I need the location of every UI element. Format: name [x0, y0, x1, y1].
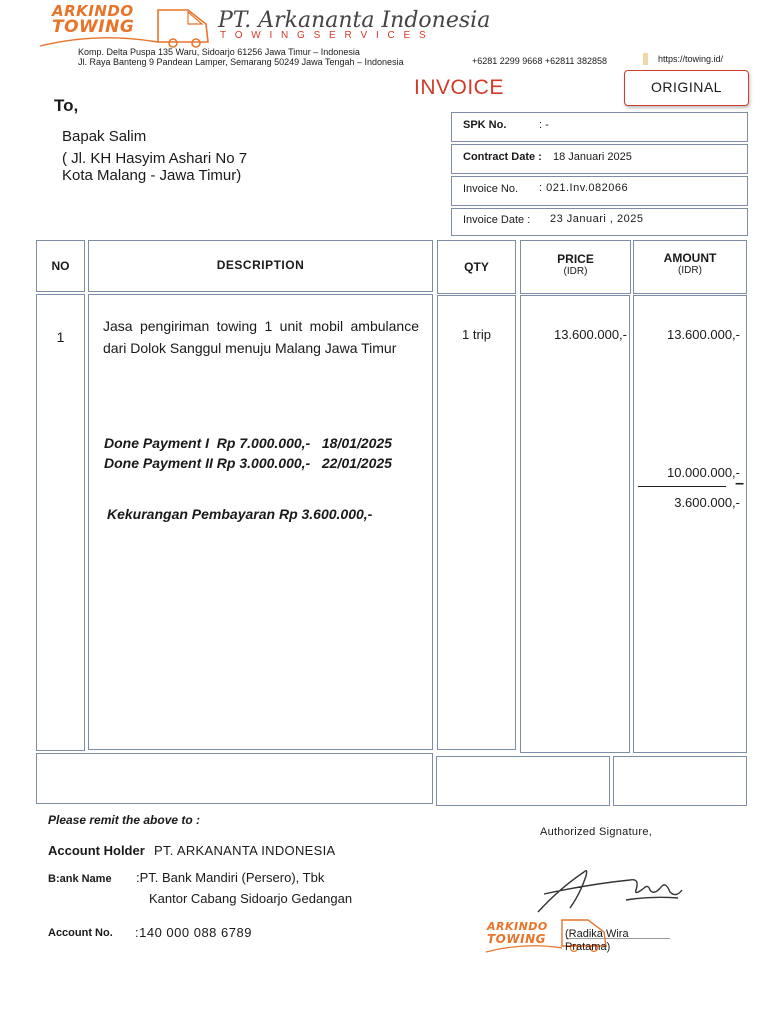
table-row-price-cell: [520, 295, 630, 753]
address-line-1: Komp. Delta Puspa 135 Waru, Sidoarjo 61256 Jawa Timur – Indonesia: [78, 47, 360, 57]
spk-value: : -: [539, 119, 549, 131]
header-price-unit: (IDR): [563, 266, 588, 277]
invoice-title: INVOICE: [414, 76, 504, 99]
table-row-description-cell: [88, 294, 433, 750]
invoice-no-label: Invoice No.: [463, 183, 519, 195]
separator-mark: [643, 53, 648, 65]
balance-amount: 3.600.000,-: [674, 495, 740, 510]
row-price: 13.600.000,-: [553, 327, 627, 342]
contract-date-label: Contract Date :: [463, 151, 542, 163]
table-row-amount-cell: [633, 295, 747, 753]
spk-box: [451, 112, 748, 142]
subtraction-line: [638, 486, 726, 487]
to-label: To,: [54, 96, 79, 115]
bank-name-value-2: Kantor Cabang Sidoarjo Gedangan: [149, 891, 353, 906]
header-no-cell: [36, 240, 85, 292]
total-label-cell: [36, 753, 433, 804]
address-line-2: Jl. Raya Banteng 9 Pandean Lamper, Semarang 50249 Jawa Tengah – Indonesia: [78, 57, 404, 67]
header-description-cell: [88, 240, 433, 292]
total-middle-cell: [436, 756, 610, 806]
row-qty: 1 trip: [462, 327, 491, 342]
row-no: 1: [56, 329, 65, 345]
company-tagline: T O W I N G S E R V I C E S: [220, 30, 429, 41]
total-amount-cell: [613, 756, 747, 806]
account-holder-label: Account Holder: [48, 843, 145, 858]
row-description: Jasa pengiriman towing 1 unit mobil ambulance dari Dolok Sanggul menuju Malang Jawa Timur: [103, 318, 419, 356]
account-holder-value: PT. ARKANANTA INDONESIA: [154, 843, 336, 858]
company-website: https://towing.id/: [658, 54, 724, 64]
remaining-payment: Kekurangan Pembayaran Rp 3.600.000,-: [107, 506, 373, 522]
invoice-no-box: [451, 176, 748, 206]
spk-label: SPK No.: [463, 119, 507, 131]
header-price: PRICE: [557, 252, 594, 266]
account-no-label: Account No.: [48, 927, 113, 939]
recipient-name: Bapak Salim: [62, 128, 147, 145]
original-stamp-box: [624, 70, 749, 106]
authorized-signature-label: Authorized Signature,: [540, 826, 653, 838]
header-amount-cell: [633, 240, 747, 294]
paid-total: 10.000.000,-: [666, 465, 740, 480]
remit-heading: Please remit the above to :: [48, 813, 201, 827]
stamp-text-top: ARKINDO: [487, 920, 548, 933]
header-description: DESCRIPTION: [216, 258, 305, 272]
stamp-text-bottom: TOWING: [487, 932, 546, 946]
minus-sign: –: [735, 475, 744, 492]
bank-name-value-1: :PT. Bank Mandiri (Persero), Tbk: [136, 870, 325, 885]
logo-text-top: ARKINDO: [52, 2, 134, 20]
contract-date-box: [451, 144, 748, 174]
bank-name-label: B:ank Name: [48, 873, 112, 885]
header-qty: QTY: [464, 260, 489, 274]
header-amount: AMOUNT: [663, 251, 717, 265]
contract-date-value: 18 Januari 2025: [553, 151, 632, 163]
recipient-address-line-2: Kota Malang - Jawa Timur): [62, 167, 242, 184]
original-label: ORIGINAL: [651, 79, 722, 95]
payment-line-1: Done Payment I Rp 7.000.000,- 18/01/2025: [104, 435, 392, 451]
header-qty-cell: [437, 240, 516, 294]
signer-name: (Radika Wira Pratama): [565, 928, 629, 953]
table-row-no-cell: [36, 294, 85, 751]
payment-line-2: Done Payment II Rp 3.000.000,- 22/01/2025: [104, 455, 392, 471]
invoice-no-value: : 021.Inv.082066: [539, 182, 629, 194]
invoice-date-box: [451, 208, 748, 236]
row-amount: 13.600.000,-: [666, 327, 740, 342]
logo-text-bottom: TOWING: [52, 17, 135, 37]
table-row-qty-cell: [437, 295, 516, 750]
header-no: NO: [51, 259, 70, 273]
company-name: PT. Arkananta Indonesia: [218, 8, 491, 33]
header-price-cell: [520, 240, 631, 294]
recipient-address-line-1: ( Jl. KH Hasyim Ashari No 7: [62, 150, 248, 167]
account-no-value: :140 000 088 6789: [135, 925, 252, 940]
handwritten-signature-icon: [530, 860, 690, 920]
header-amount-unit: (IDR): [678, 265, 702, 276]
invoice-date-label: Invoice Date :: [463, 214, 531, 226]
company-phones: +6281 2299 9668 +62811 382858: [472, 56, 607, 66]
invoice-date-value: 23 Januari , 2025: [550, 213, 644, 225]
